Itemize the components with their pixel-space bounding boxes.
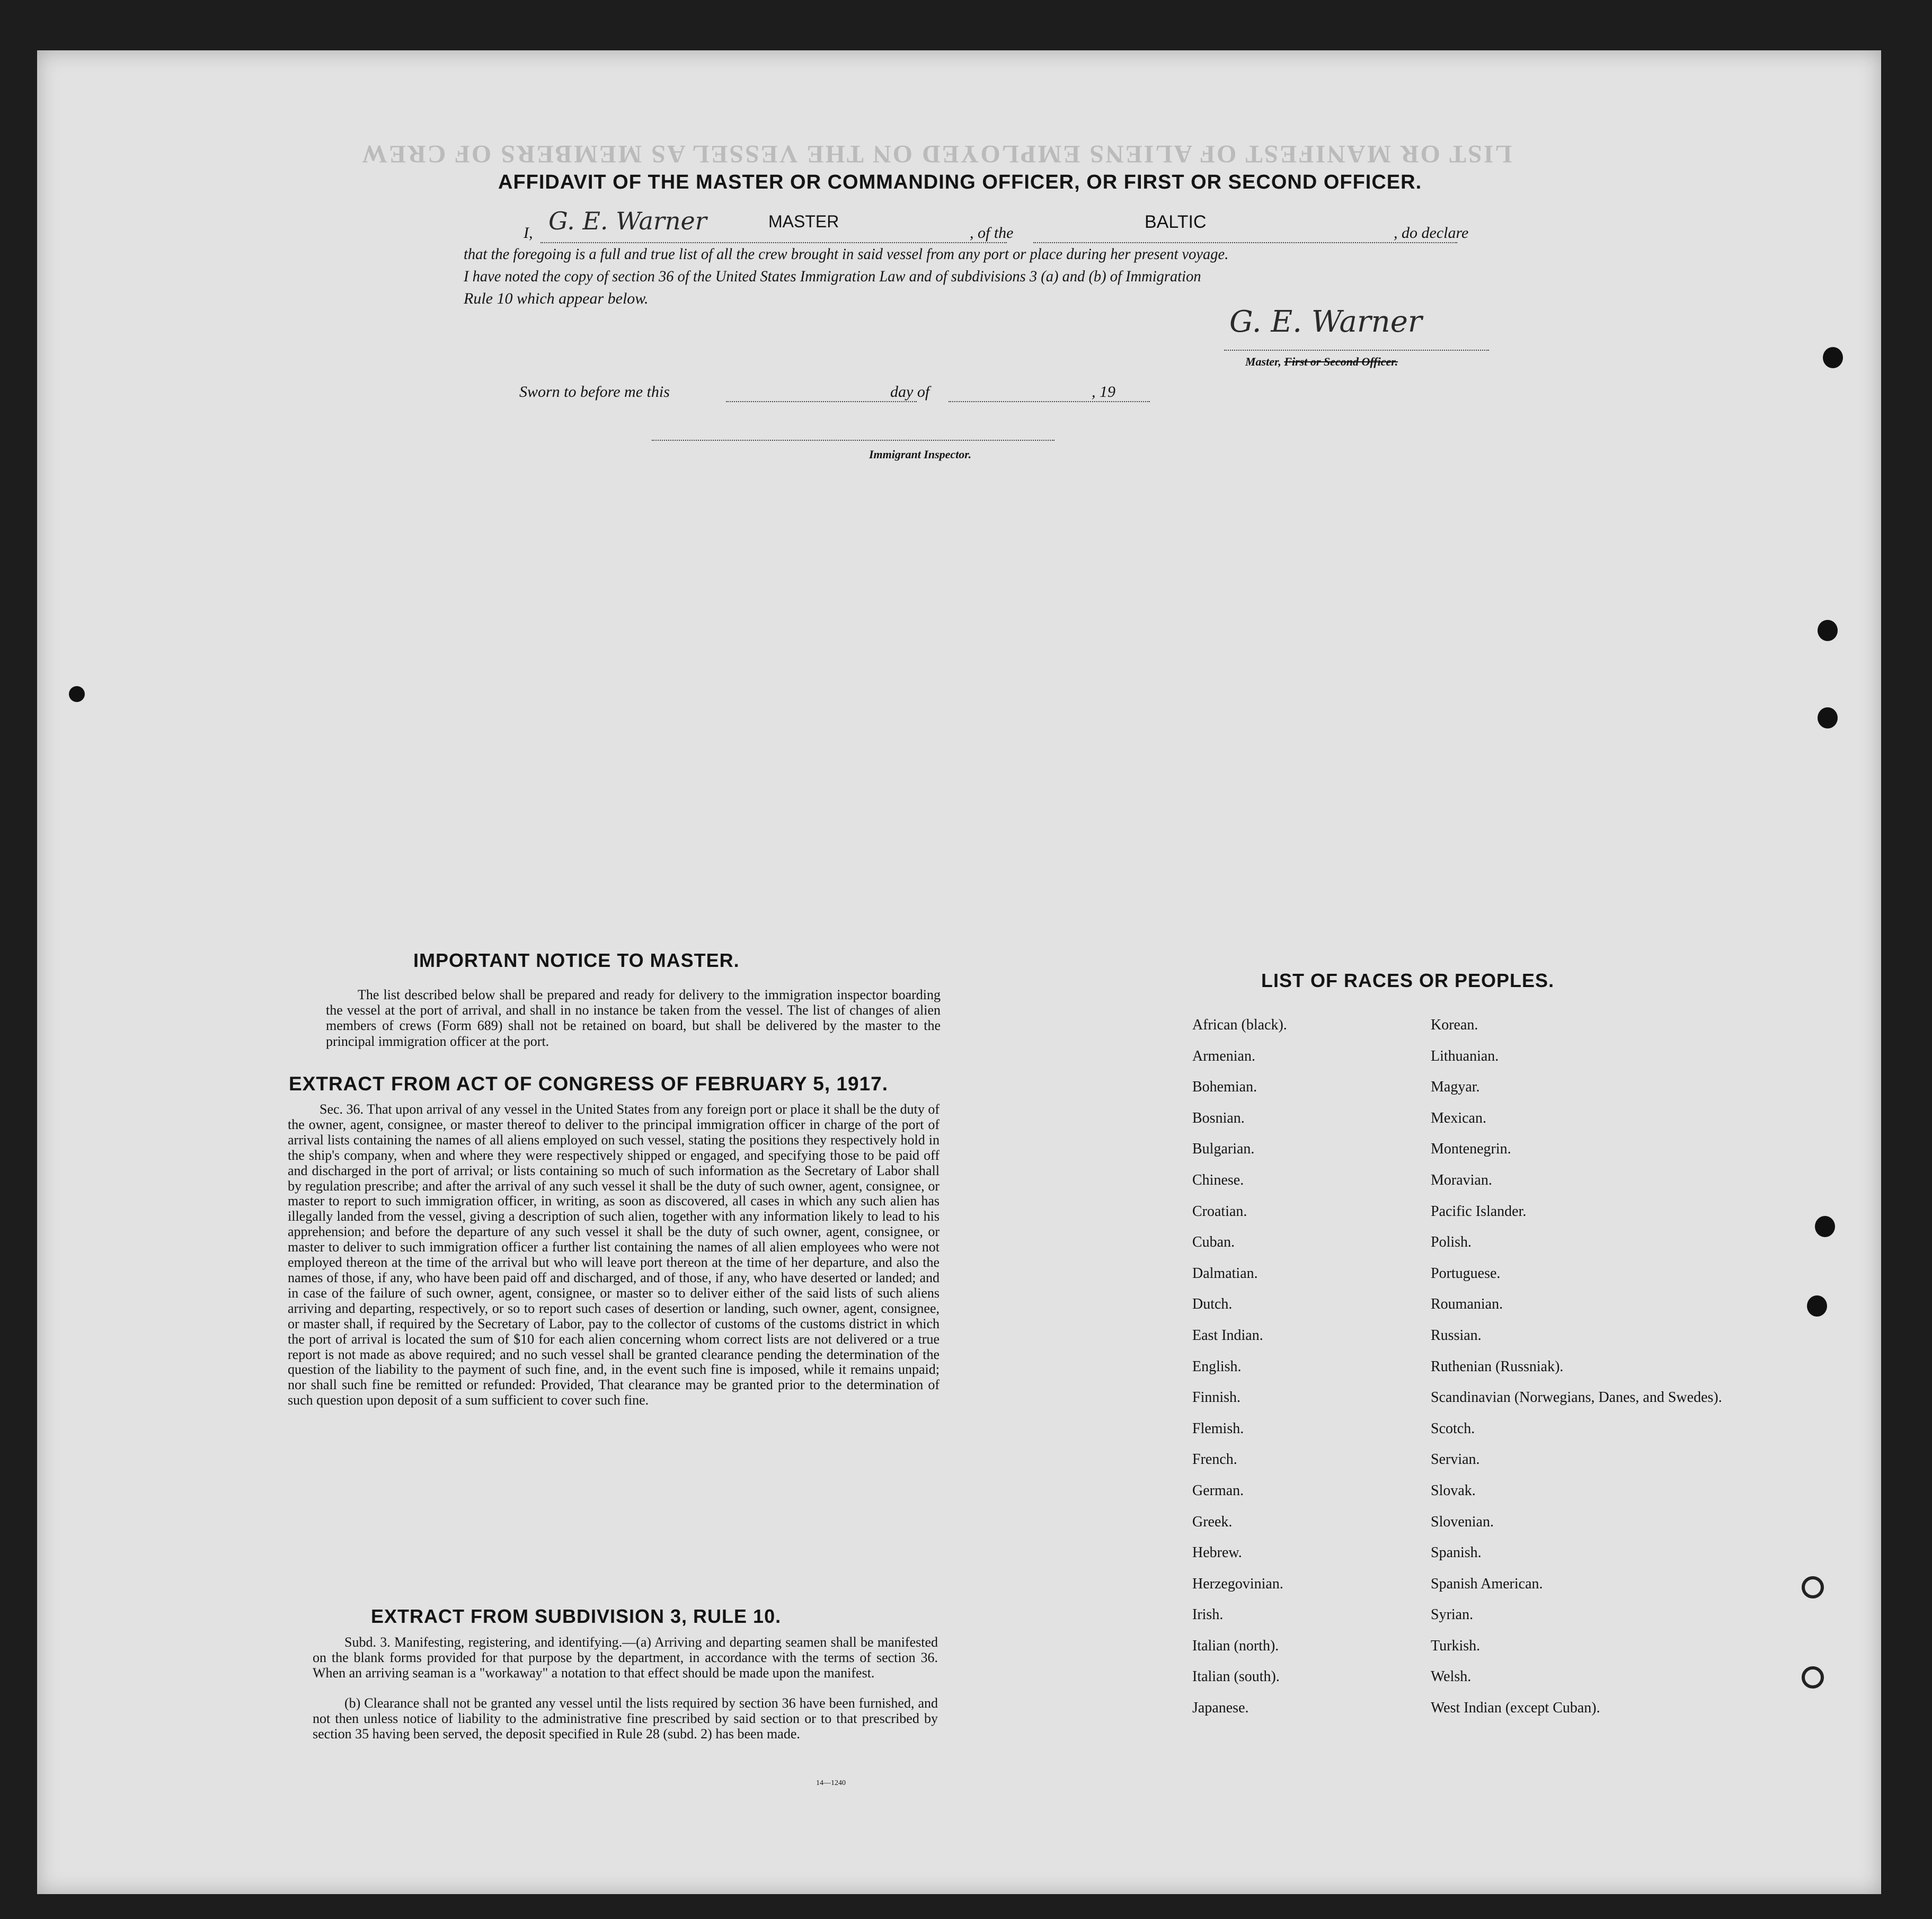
affidavit-line-2: that the foregoing is a full and true list of all the crew brought in said vessel from any port or place during her present voyage.: [464, 245, 1229, 263]
sworn-day-rule: [726, 401, 917, 402]
of-the-label: , of the: [970, 224, 1014, 242]
race-item: English.: [1192, 1358, 1242, 1375]
race-item: Herzegovinian.: [1192, 1575, 1283, 1592]
race-item: Bosnian.: [1192, 1109, 1245, 1126]
race-item: Bulgarian.: [1192, 1141, 1255, 1158]
race-item: Hebrew.: [1192, 1544, 1242, 1561]
inline-signature: G. E. Warner: [548, 207, 707, 235]
act-extract-text: Sec. 36. That upon arrival of any vessel in the United States from any foreign port or place it shall be the duty of the owner, agent, consignee, or master thereof to deliver to the principal immigration officer in charge of the port of arrival lists containing the names of all aliens employed on such vessel, stating the positions they respectively hold in the ship's company, when and where they were respectively shipped or engaged, and specifying those to be paid off and discharged in the port of arrival; or lists containing so much of such information as the Secretary of Labor shall by regulation prescribe; and after the arrival of any such vessel it shall be the duty of such owner, agent, consignee, or master to report to such immigration officer, in writing, as soon as discovered, all cases in which any such alien has illegally landed from the vessel, giving a description of such alien, together with any information likely to lead to his apprehension; and before the departure of any such vessel it shall be the duty of such owner, agent, consignee, or master to deliver to such immigration officer a further list containing the names of all alien employees who were not employed thereon at the time of the arrival but who will leave port thereon at the time of her departure, and also the names of those, if any, who have been paid off and discharged, and of those, if any, who have deserted or landed; and in case of the failure of such owner, agent, consignee, or master so to deliver either of the said lists of such aliens arriving and departing, respectively, or so to report such cases of desertion or landing, such owner, agent, consignee, or master shall, if required by the Secretary of Labor, pay to the collector of customs of the customs district in which the port of arrival is located the sum of $10 for each alien concerning whom correct lists are not delivered or a true report is not made as above required; and no such vessel shall be granted clearance pending the determination of the question of the liability to the payment of such fine, and, in the event such fine is imposed, while it remains unpaid; nor shall such fine be remitted or refunded: Provided, That clearance may be granted prior to the determination of such question upon deposit of a sum sufficient to cover such fine.: [288, 1101, 940, 1408]
punch-hole-5: [1807, 1295, 1827, 1317]
race-item: Welsh.: [1431, 1668, 1472, 1685]
affidavit-i-label: I,: [524, 224, 533, 242]
race-item: Dalmatian.: [1192, 1265, 1258, 1282]
race-item: African (black).: [1192, 1017, 1287, 1033]
race-item: Japanese.: [1192, 1700, 1249, 1717]
punch-hole-6: [1802, 1576, 1824, 1598]
race-item: Bohemian.: [1192, 1079, 1257, 1096]
act-extract-title: EXTRACT FROM ACT OF CONGRESS OF FEBRUARY 5, 1917.: [289, 1073, 889, 1095]
punch-hole-4: [1815, 1216, 1835, 1237]
year-label: , 19: [1092, 383, 1115, 401]
race-item: Korean.: [1431, 1017, 1478, 1033]
punch-hole-3: [1818, 707, 1838, 728]
punch-hole-7: [1802, 1666, 1824, 1689]
notice-title: IMPORTANT NOTICE TO MASTER.: [413, 949, 740, 971]
master-signature: G. E. Warner: [1229, 305, 1422, 339]
race-item: Italian (north).: [1192, 1637, 1279, 1654]
punch-hole-2: [1818, 620, 1838, 641]
race-item: Italian (south).: [1192, 1668, 1280, 1685]
signature-caption: [1245, 355, 1398, 369]
race-item: Turkish.: [1431, 1637, 1481, 1654]
race-item: Roumanian.: [1431, 1296, 1503, 1313]
race-item: Mexican.: [1431, 1109, 1486, 1126]
race-item: Finnish.: [1192, 1389, 1241, 1406]
race-item: Ruthenian (Russniak).: [1431, 1358, 1564, 1375]
day-of-label: day of: [890, 383, 930, 401]
rule-extract-title: EXTRACT FROM SUBDIVISION 3, RULE 10.: [371, 1605, 782, 1627]
race-item: Scandinavian (Norwegians, Danes, and Swedes).: [1431, 1389, 1722, 1406]
race-item: Lithuanian.: [1431, 1047, 1499, 1064]
race-item: Slovak.: [1431, 1482, 1476, 1499]
race-item: Croatian.: [1192, 1203, 1247, 1220]
race-item: Cuban.: [1192, 1234, 1235, 1251]
rule-text-b: (b) Clearance shall not be granted any vessel until the lists required by section 36 have been furnished, and not then unless notice of liability to the administrative fine prescribed by said section or to that prescribed by section 35 having been served, the deposit specified in Rule 28 (subd. 2) has been made.: [313, 1695, 938, 1742]
inspector-caption: Immigrant Inspector.: [869, 448, 972, 461]
race-item: West Indian (except Cuban).: [1431, 1700, 1600, 1717]
race-item: East Indian.: [1192, 1327, 1263, 1344]
race-item: Servian.: [1431, 1451, 1480, 1468]
affidavit-title: AFFIDAVIT OF THE MASTER OR COMMANDING OFFICER, OR FIRST OR SECOND OFFICER.: [498, 171, 1422, 193]
form-number: 14—1240: [816, 1779, 846, 1787]
race-item: Polish.: [1431, 1234, 1472, 1251]
races-left-column: [1192, 1017, 1287, 1731]
signature-caption-master: Master,: [1245, 355, 1281, 368]
race-item: Magyar.: [1431, 1079, 1480, 1096]
race-item: Spanish.: [1431, 1544, 1482, 1561]
punch-hole-1: [1823, 347, 1843, 368]
race-item: French.: [1192, 1451, 1237, 1468]
race-item: Spanish American.: [1431, 1575, 1543, 1592]
race-item: Flemish.: [1192, 1420, 1244, 1437]
declare-label: , do declare: [1394, 224, 1469, 242]
affidavit-line-3: I have noted the copy of section 36 of the United States Immigration Law and of subdivisions 3 (a) and (b) of Immigration: [464, 268, 1201, 285]
sworn-label: Sworn to before me this: [519, 383, 670, 401]
rank-value: MASTER: [768, 212, 839, 231]
race-item: Syrian.: [1431, 1606, 1474, 1623]
punch-hole-8: [69, 686, 85, 702]
race-item: German.: [1192, 1482, 1244, 1499]
notice-text: The list described below shall be prepared and ready for delivery to the immigration inspector boarding the vessel at the port of arrival, and shall in no instance be taken from the vessel. The list of changes of alien members of crews (Form 689) shall not be retained on board, but shall be delivered by the master to the principal immigration officer at the port.: [326, 987, 941, 1049]
vessel-rule: [1033, 242, 1457, 243]
bleed-through-header: LIST OR MANIFEST OF ALIENS EMPLOYED ON THE VESSEL AS MEMBERS OF CREW: [360, 140, 1512, 168]
inspector-rule: [652, 440, 1054, 441]
race-item: Armenian.: [1192, 1047, 1255, 1064]
races-title: LIST OF RACES OR PEOPLES.: [1261, 970, 1555, 991]
races-right-column: [1431, 1017, 1722, 1731]
race-item: Irish.: [1192, 1606, 1224, 1623]
document-page: [37, 50, 1881, 1894]
race-item: Montenegrin.: [1431, 1141, 1511, 1158]
month-rule: [949, 401, 1150, 402]
race-item: Portuguese.: [1431, 1265, 1501, 1282]
rule-text-a: Subd. 3. Manifesting, registering, and identifying.—(a) Arriving and departing seamen shall be manifested on the blank forms provided for that purpose by the department, in accordance with the terms of section 36. When an arriving seaman is a "workaway" a notation to that effect should be made upon the manifest.: [313, 1634, 938, 1681]
signature-caption-struck: First or Second Officer.: [1284, 355, 1398, 368]
race-item: Chinese.: [1192, 1171, 1244, 1188]
name-rule: [540, 242, 1007, 243]
race-item: Greek.: [1192, 1513, 1233, 1530]
race-item: Dutch.: [1192, 1296, 1233, 1313]
race-item: Pacific Islander.: [1431, 1203, 1527, 1220]
vessel-value: BALTIC: [1145, 212, 1207, 232]
race-item: Slovenian.: [1431, 1513, 1494, 1530]
race-item: Scotch.: [1431, 1420, 1475, 1437]
signature-rule: [1224, 350, 1489, 351]
race-item: Moravian.: [1431, 1171, 1492, 1188]
affidavit-line-4: Rule 10 which appear below.: [464, 290, 649, 307]
race-item: Russian.: [1431, 1327, 1482, 1344]
